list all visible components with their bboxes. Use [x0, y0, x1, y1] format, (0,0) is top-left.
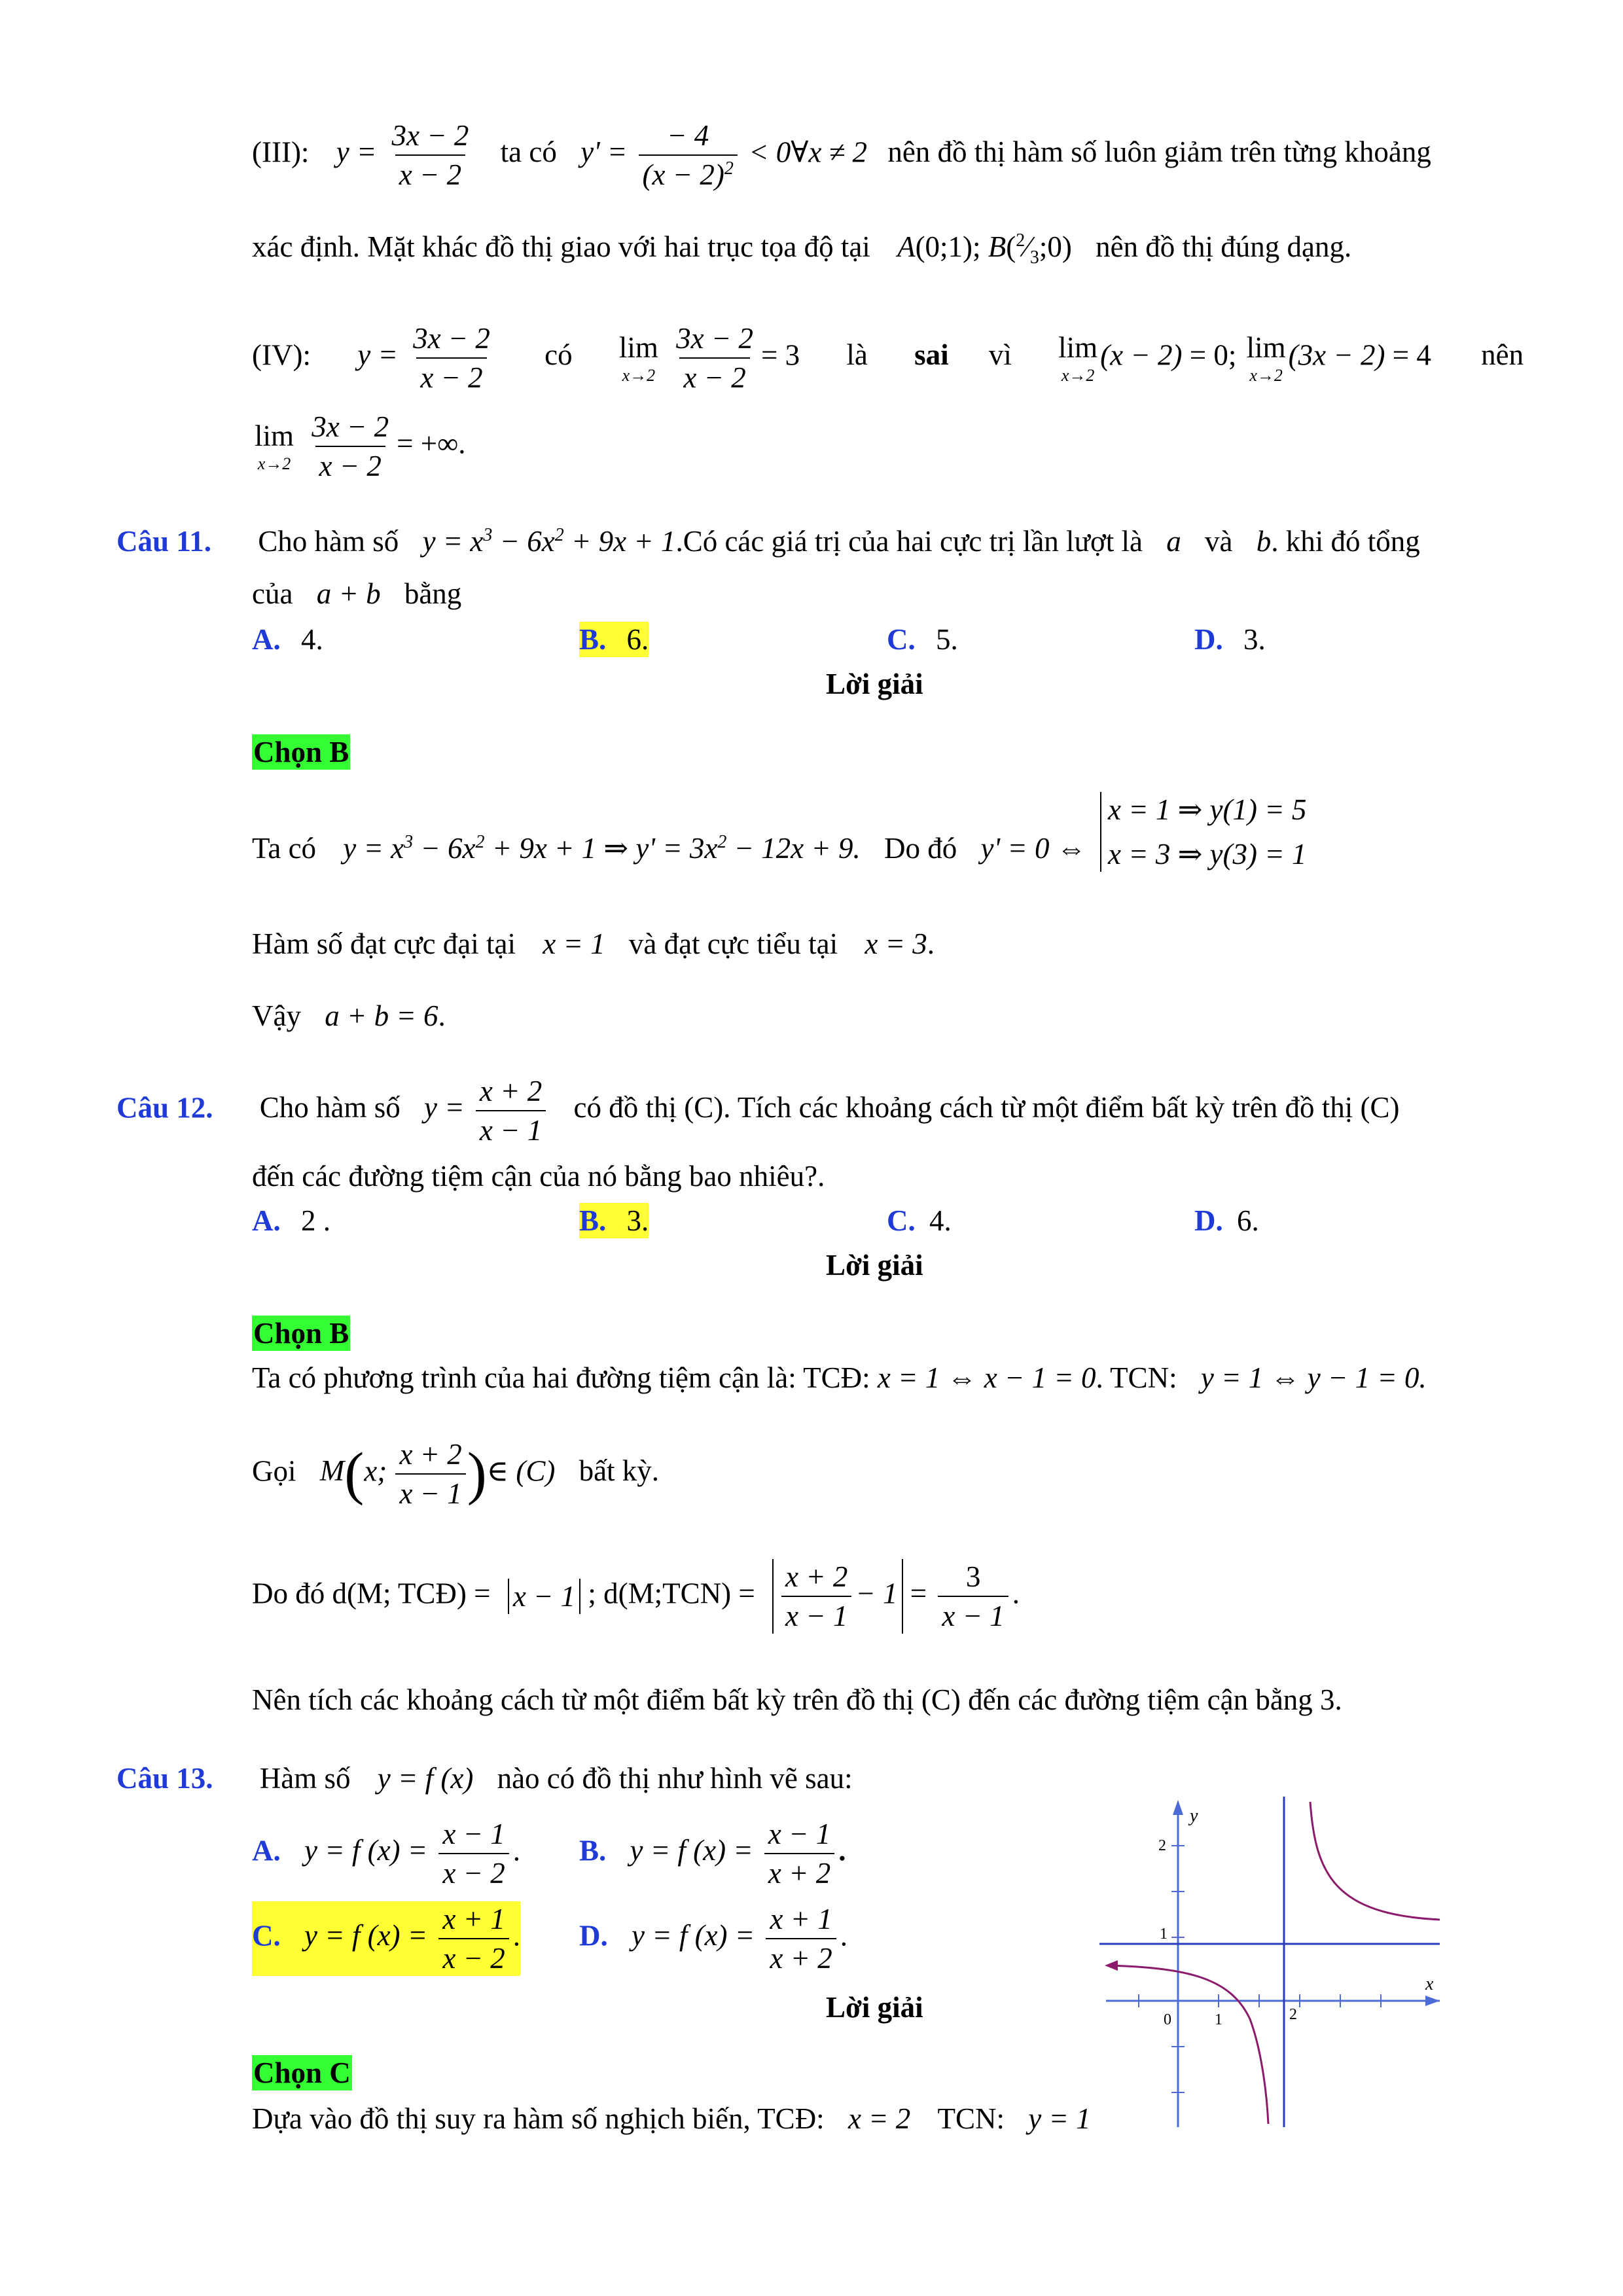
q12-sol-line1: Ta có phương trình của hai đường tiệm cận là: TCĐ: x = 1 ⇔ x − 1 = 0. TCN: y = 1 ⇔ y − 1 = 0. [252, 1361, 1427, 1394]
q11-sol-line2: Hàm số đạt cực đại tại x = 1 và đạt cực tiểu tại x = 3. [252, 927, 935, 960]
q11-stem2: của a + b bằng [252, 577, 462, 610]
function-graph [1099, 1797, 1463, 2127]
q12-option-a[interactable]: A. 2 . [252, 1204, 330, 1237]
q11-option-a[interactable]: A. 4. [252, 623, 323, 656]
q12-option-c[interactable]: C. 4. [887, 1204, 952, 1237]
q11-sol-line3: Vậy a + b = 6. [252, 999, 446, 1032]
q13-option-d[interactable]: D. y = f (x) = $\frac{x + 1}{x + 2}$ . [579, 1903, 847, 1975]
q12-stem2: đến các đường tiệm cận của nó bằng bao nhiêu?. [252, 1160, 825, 1193]
iii-line: (III): y = $\frac{3x - 2}{x - 2}$ ta có y' = $\frac{- 4}{(x - 2)^2}$ < 0∀x ≠ 2 nên đồ thị hàm số luôn giảm trên từng khoảng [252, 119, 1431, 191]
q12-sol-line3: Do đó d(M; TCĐ) = x − 1 ; d(M;TCN) = $\frac{x + 2}{x - 1}$ − 1 = $\frac{3}{x - 1}$ . [252, 1560, 1020, 1632]
x-tick-2: 2 [1289, 2006, 1297, 2023]
q13-answer-badge: Chọn C [253, 2056, 351, 2089]
q11-stem: Câu 11. Cho hàm số $y = x^3 - 6x^2 + 9x$ + 1.Có các giá trị của hai cực trị lần lượt là a và b. khi đó tổng [116, 525, 1420, 558]
iv-line2: lim x→2 $\frac{3x - 2}{x - 2}$ = +∞. [255, 410, 466, 482]
q11-sol-line1: Ta có $y = x^3 - 6x^2 + 9x + 1$ ⇒ $y' = 3x^2 - 12x + 9$. Do đó y' = 0 ⇔ x = 1 ⇒ y(1) = 5 x = 3 ⇒ y(3) = 1 [252, 793, 1307, 870]
q11-answer-badge: Chọn B [253, 736, 349, 768]
q13-final-line: Dựa vào đồ thị suy ra hàm số nghịch biến, TCĐ: x = 2 TCN: y = 1 [252, 2102, 1091, 2135]
q12-stem: Câu 12. Cho hàm số y = $\frac{x + 2}{x - 1}$ có đồ thị (C). Tích các khoảng cách từ một điểm bất kỳ trên đồ thị (C) [116, 1075, 1400, 1147]
iv-line: (IV): y = $\frac{3x - 2}{x - 2}$ có lim x→2 $\frac{3x - 2}{x - 2}$ = 3 là sai vì lim x→2 (x − 2) = 0; lim x→2 (3x − 2) = 4 nên [252, 322, 1524, 394]
q11-option-b[interactable]: B. 6. [579, 623, 649, 656]
x-axis-label: x [1425, 1974, 1434, 1994]
curve-left-branch [1111, 1965, 1268, 2124]
q12-conclusion: Nên tích các khoảng cách từ một điểm bất kỳ trên đồ thị (C) đến các đường tiệm cận bằng 3. [252, 1683, 1342, 1716]
curve-arrow-icon [1105, 1960, 1118, 1971]
q12-option-b[interactable]: B. 3. [579, 1204, 649, 1237]
y-axis-arrow-icon [1173, 1800, 1183, 1815]
q11-option-c[interactable]: C. 5. [887, 623, 958, 656]
q11-solution-title: Lời giải [826, 668, 923, 700]
x-tick-1: 1 [1215, 2011, 1222, 2028]
x-axis-arrow-icon [1425, 1996, 1440, 2006]
q13-option-b[interactable]: B. y = f (x) = $\frac{x - 1}{x + 2}$ . [579, 1818, 846, 1890]
q12-sol-line2: Gọi M(x; $\frac{x + 2}{x - 1}$ )∈ (C) bất kỳ. [252, 1438, 660, 1510]
q13-solution-title: Lời giải [826, 1991, 923, 2024]
q12-option-d[interactable]: D. 6. [1194, 1204, 1259, 1237]
iii-line2: xác định. Mặt khác đồ thị giao với hai trục tọa độ tại A(0;1); $B(^2⁄_3;0)$ nên đồ thị đúng dạng. [252, 230, 1352, 268]
y-axis-label: y [1190, 1806, 1198, 1826]
q13-option-c[interactable]: C. y = f (x) = $\frac{x + 1}{x - 2}$ . [252, 1903, 520, 1975]
y-tick-2: 2 [1158, 1837, 1166, 1854]
x-tick-0: 0 [1164, 2011, 1171, 2028]
q12-answer-badge: Chọn B [253, 1317, 349, 1350]
q11-option-d[interactable]: D. 3. [1194, 623, 1266, 656]
q12-solution-title: Lời giải [826, 1249, 923, 1282]
curve-right-branch [1310, 1802, 1440, 1920]
y-tick-1: 1 [1160, 1926, 1168, 1943]
q13-stem: Câu 13. Hàm số y = f (x) nào có đồ thị như hình vẽ sau: [116, 1762, 853, 1795]
q13-option-a[interactable]: A. y = f (x) = $\frac{x - 1}{x - 2}$ . [252, 1818, 520, 1890]
